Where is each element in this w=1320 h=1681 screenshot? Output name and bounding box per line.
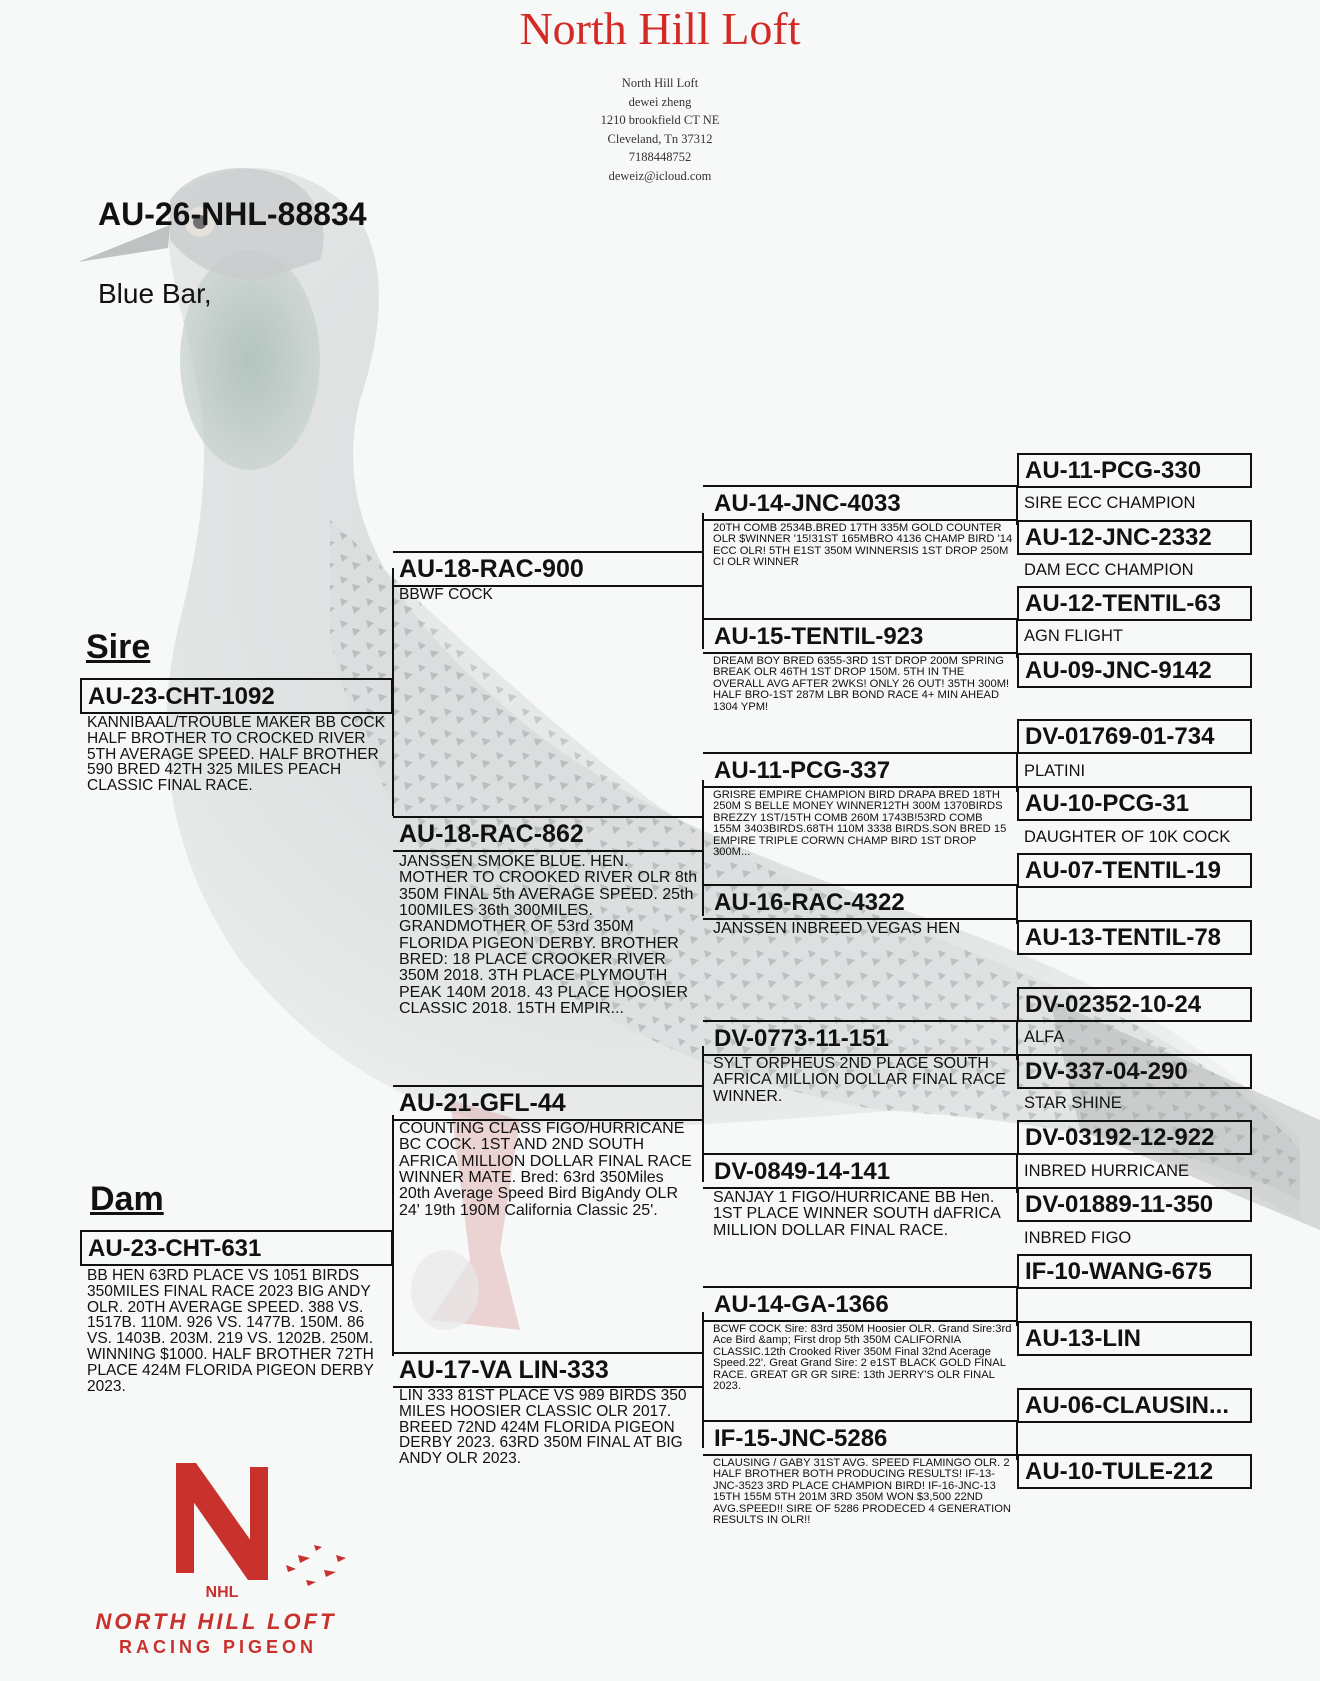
pedigree-band: AU-18-RAC-900 <box>393 551 703 587</box>
connector-line <box>1016 1286 1018 1326</box>
pedigree-description: CLAUSING / GABY 31ST AVG. SPEED FLAMINGO OLR. 2 HALF BROTHER BOTH PRODUCING RESULTS! IF-13-JNC-3523 3RD PLACE CHAMPION BIRD! IF-16-JNC-13 15TH 155M 5TH 201M 3RD 350M WON $3,500 22ND AVG.SPEED!! SIRE OF 5286 PRODECED 4 GENERATION RESULTS IN OLR!! <box>713 1457 1011 1527</box>
sire-heading: Sire <box>86 628 151 666</box>
pedigree-band: DV-337-04-290 <box>1017 1054 1252 1089</box>
connector-line <box>703 652 1017 654</box>
pedigree-band: AU-06-CLAUSIN... <box>1017 1388 1252 1423</box>
connector-line <box>392 568 394 816</box>
subject-band: AU-26-NHL-88834 <box>98 196 367 232</box>
pedigree-band: AU-21-GFL-44 <box>393 1085 703 1121</box>
pedigree-band: AU-13-TENTIL-78 <box>1017 920 1252 955</box>
dam-band: AU-23-CHT-631 <box>80 1230 393 1266</box>
pedigree-band: AU-13-LIN <box>1017 1321 1252 1356</box>
subject-color: Blue Bar, <box>98 278 212 309</box>
pedigree-band: AU-10-TULE-212 <box>1017 1454 1252 1489</box>
connector-line <box>703 519 1017 521</box>
connector-line <box>1016 884 1018 924</box>
pedigree-band: AU-11-PCG-330 <box>1017 453 1252 488</box>
pedigree-band: AU-10-PCG-31 <box>1017 786 1252 821</box>
connector-line <box>393 850 703 852</box>
pedigree-band: IF-10-WANG-675 <box>1017 1254 1252 1289</box>
pedigree-description: COUNTING CLASS FIGO/HURRICANE BC COCK. 1ST AND 2ND SOUTH AFRICA MILLION DOLLAR FINAL RACE WINNER MATE. Bred: 63rd 350Miles 20th Average Speed Bird BigAndy OLR 24' 19th 190M California Classic 25'. <box>399 1120 692 1219</box>
pedigree-band: DV-01889-11-350 <box>1017 1187 1252 1222</box>
pedigree-description: 20TH COMB 2534B.BRED 17TH 335M GOLD COUNTER OLR $WINNER '15!31ST 165MBRO 4136 CHAMP BIRD '14 ECC OLR! 5TH E1ST 350M WINNERSIS 1ST DROP 250M CI OLR WINNER <box>713 522 1013 569</box>
pedigree-description: JANSSEN SMOKE BLUE. HEN. MOTHER TO CROOKED RIVER OLR 8th 350M FINAL 5th AVERAGE SPEED. 25th 100MILES 36th 300MILES. GRANDMOTHER OF 53rd 350M FLORIDA PIGEON DERBY. BROTHER BRED: 18 PLACE CROOKER RIVER 350M 2018. 3TH PLACE PLYMOUTH PEAK 140M 2018. 43 PLACE HOOSIER CLASSIC 2018. 15TH EMPIR... <box>399 853 698 1017</box>
pedigree-description: PLATINI <box>1024 762 1086 780</box>
pedigree-description: STAR SHINE <box>1024 1094 1122 1112</box>
pedigree-description: INBRED FIGO <box>1024 1229 1132 1247</box>
address-line: deweiz@icloud.com <box>608 168 712 183</box>
pedigree-band: AU-16-RAC-4322 <box>703 884 1017 920</box>
sire-band: AU-23-CHT-1092 <box>80 678 393 714</box>
connector-line <box>1016 618 1018 658</box>
address-line: North Hill Loft <box>621 76 699 90</box>
pedigree-band: AU-11-PCG-337 <box>703 752 1017 788</box>
dam-heading: Dam <box>90 1180 164 1218</box>
address-line: 1210 brookfield CT NE <box>600 113 720 127</box>
loft-title: North Hill Loft <box>519 3 801 54</box>
pedigree-description: BCWF COCK Sire: 83rd 350M Hoosier OLR. Grand Sire:3rd Ace Bird &amp; First drop 5th 350M CALIFORNIA CLASSIC.12th Crooked River 350M Final 32nd Acerage Speed.22'. Great Grand Sire: 2 e1ST BLACK GOLD FINAL RACE. GREAT GR GR SIRE: 13th JERRY'S OLR FINAL 2023. <box>713 1323 1012 1393</box>
pedigree-band: AU-12-TENTIL-63 <box>1017 586 1252 621</box>
pedigree-band: DV-01769-01-734 <box>1017 719 1252 754</box>
nhl-monogram-icon <box>36 1455 396 1655</box>
pedigree-description: SYLT ORPHEUS 2ND PLACE SOUTH AFRICA MILLION DOLLAR FINAL RACE WINNER. <box>713 1055 1006 1105</box>
address-line: Cleveland, Tn 37312 <box>607 131 713 146</box>
pedigree-description: GRISRE EMPIRE CHAMPION BIRD DRAPA BRED 18TH 250M S BELLE MONEY WINNER12TH 300M 1370BIRDS BREZZY 1ST/15TH COMB 260M 1743B!53RD COMB 155M 3403BIRDS.68TH 110M 3338 BIRDS.SON BRED 15 EMPIRE TRIPLE CORWN CHAMP BIRD 1ST DROP 300M... <box>713 790 1007 859</box>
pedigree-band: AU-17-VA LIN-333 <box>393 1352 703 1388</box>
dam-description: BB HEN 63RD PLACE VS 1051 BIRDS 350MILES FINAL RACE 2023 BIG ANDY OLR. 20TH AVERAGE SPEED. 388 VS. 1517B. 110M. 926 VS. 1477B. 150M. 86 VS. 1403B. 203M. 219 VS. 1202B. 250M. WINNING $1000. HALF BROTHER 72TH PLACE 424M FLORIDA PIGEON DERBY 2023. <box>87 1267 374 1395</box>
connector-line <box>703 786 1017 788</box>
pedigree-band: DV-03192-12-922 <box>1017 1120 1252 1155</box>
pedigree-description: BBWF COCK <box>399 586 493 603</box>
pedigree-band: DV-0849-14-141 <box>703 1153 1017 1189</box>
pedigree-description: LIN 333 81ST PLACE VS 989 BIRDS 350 MILES HOOSIER CLASSIC OLR 2017. BREED 72ND 424M FLORIDA PIGEON DERBY 2023. 63RD 350M FINAL AT BIG ANDY OLR 2023. <box>399 1387 687 1468</box>
logo-monogram: NHL <box>205 1584 239 1601</box>
pedigree-description: ALFA <box>1024 1028 1065 1046</box>
pedigree-band: DV-0773-11-151 <box>703 1020 1017 1056</box>
pedigree-description: AGN FLIGHT <box>1024 627 1124 645</box>
pedigree-band: AU-18-RAC-862 <box>393 816 703 852</box>
pedigree-description: DAM ECC CHAMPION <box>1024 561 1194 579</box>
connector-line <box>703 1320 1017 1322</box>
connector-line <box>392 1115 394 1356</box>
connector-line <box>703 1454 1017 1456</box>
pedigree-band: AU-12-JNC-2332 <box>1017 520 1252 555</box>
pedigree-band: AU-14-GA-1366 <box>703 1286 1017 1322</box>
address-line: 7188448752 <box>628 150 692 164</box>
sire-description: KANNIBAAL/TROUBLE MAKER BB COCK HALF BROTHER TO CROCKED RIVER 5TH AVERAGE SPEED. HALF BROTHER 590 BRED 42TH 325 MILES PEACH CLASSIC FINAL RACE. <box>87 714 386 795</box>
pedigree-band: AU-07-TENTIL-19 <box>1017 853 1252 888</box>
connector-line <box>1016 485 1018 525</box>
address-line: dewei zheng <box>628 94 692 109</box>
pedigree-band: AU-15-TENTIL-923 <box>703 618 1017 654</box>
logo-tagline: RACING PIGEON <box>118 1637 318 1655</box>
pedigree-description: SIRE ECC CHAMPION <box>1024 494 1196 512</box>
pedigree-band: AU-14-JNC-4033 <box>703 485 1017 521</box>
pedigree-description: INBRED HURRICANE <box>1024 1162 1190 1180</box>
north-hill-loft-logo <box>36 1455 396 1655</box>
pedigree-description: DREAM BOY BRED 6355-3RD 1ST DROP 200M SPRING BREAK OLR 46TH 1ST DROP 150M. 5TH IN THE OVERALL AVG AFTER 2WKS! ONLY 26 OUT! 35TH 300M! HALF BRO-1ST 287M LBR BOND RACE 4+ MIN AHEAD 1304 YPM! <box>713 655 1010 713</box>
logo-name: NORTH HILL LOFT <box>95 1609 337 1634</box>
pedigree-description: DAUGHTER OF 10K COCK <box>1024 828 1231 846</box>
pedigree-band: DV-02352-10-24 <box>1017 987 1252 1022</box>
pedigree-description: SANJAY 1 FIGO/HURRICANE BB Hen. 1ST PLACE WINNER SOUTH dAFRICA MILLION DOLLAR FINAL RACE. <box>713 1189 1000 1239</box>
loft-address <box>0 74 1320 185</box>
pedigree-band: AU-09-JNC-9142 <box>1017 653 1252 688</box>
pedigree-description: JANSSEN INBREED VEGAS HEN <box>713 920 961 937</box>
pedigree-band: IF-15-JNC-5286 <box>703 1420 1017 1456</box>
